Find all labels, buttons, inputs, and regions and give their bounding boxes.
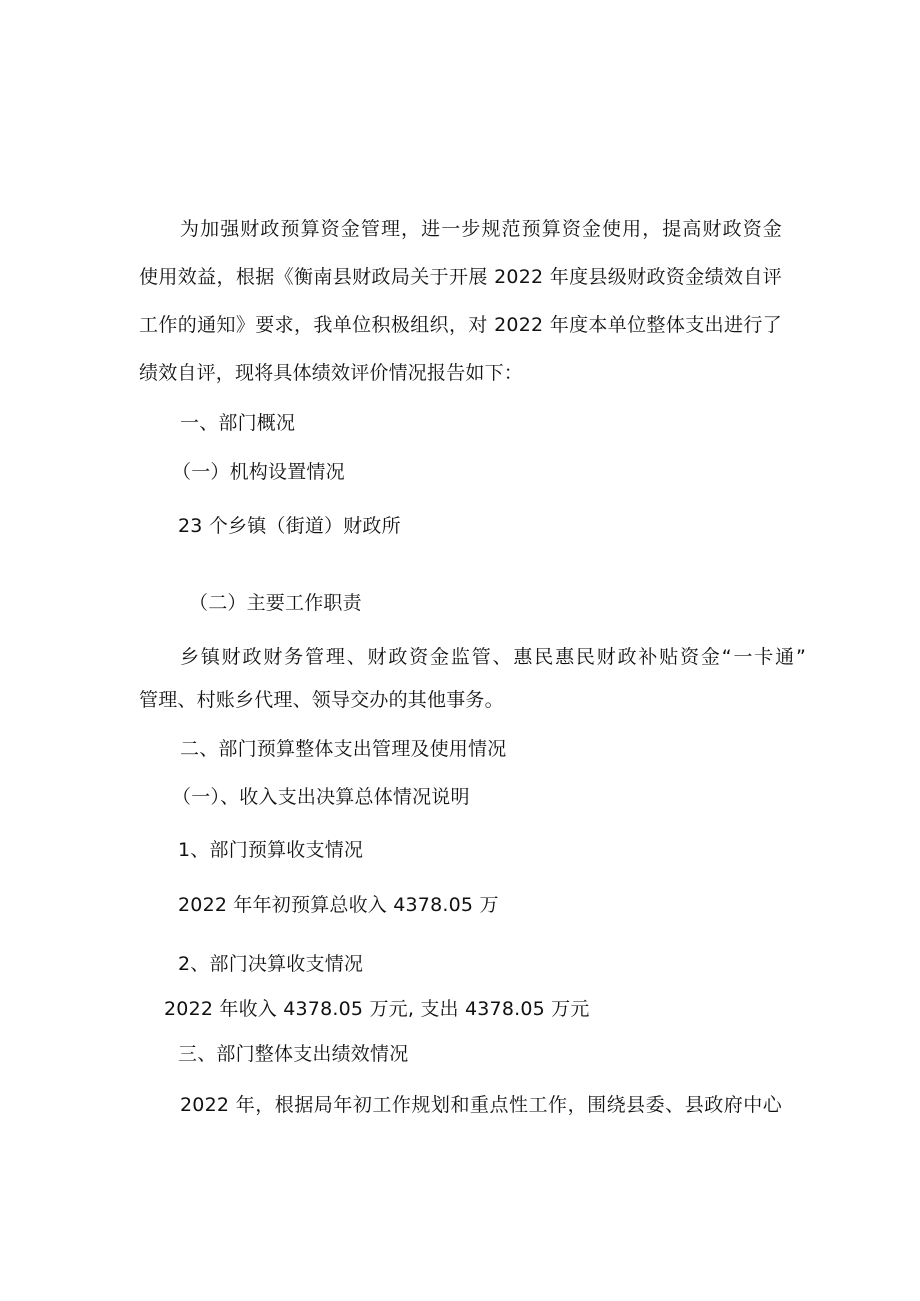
- item-budget-heading: 1、部门预算收支情况: [178, 839, 364, 861]
- performance-text: 2022 年，根据局年初工作规划和重点性工作，围绕县委、县政府中心: [180, 1094, 782, 1116]
- institutions-text: 23 个乡镇（街道）财政所: [178, 515, 401, 537]
- heading-budget-management: 二、部门预算整体支出管理及使用情况: [180, 738, 507, 760]
- intro-line-2: 使用效益，根据《衡南县财政局关于开展 2022 年度县级财政资金绩效自评: [139, 266, 782, 288]
- heading-main-duties: （二）主要工作职责: [189, 592, 362, 614]
- heading-income-expenditure: （一）、收入支出决算总体情况说明: [172, 786, 470, 808]
- intro-line-3: 工作的通知》要求，我单位积极组织，对 2022 年度本单位整体支出进行了: [139, 314, 782, 336]
- heading-performance: 三、部门整体支出绩效情况: [178, 1043, 409, 1065]
- duties-line-1: 乡镇财政财务管理、财政资金监管、惠民惠民财政补贴资金“一卡通”: [180, 646, 806, 668]
- heading-organization-setup: （一）机构设置情况: [172, 461, 345, 483]
- item-budget-text: 2022 年年初预算总收入 4378.05 万: [178, 894, 499, 916]
- item-final-accounts-heading: 2、部门决算收支情况: [178, 953, 364, 975]
- duties-line-2: 管理、村账乡代理、领导交办的其他事务。: [139, 689, 504, 711]
- intro-line-4: 绩效自评，现将具体绩效评价情况报告如下：: [139, 362, 524, 384]
- heading-department-overview: 一、部门概况: [180, 412, 296, 434]
- intro-line-1: 为加强财政预算资金管理，进一步规范预算资金使用，提高财政资金: [180, 218, 782, 240]
- item-final-accounts-text: 2022 年收入 4378.05 万元, 支出 4378.05 万元: [164, 998, 590, 1020]
